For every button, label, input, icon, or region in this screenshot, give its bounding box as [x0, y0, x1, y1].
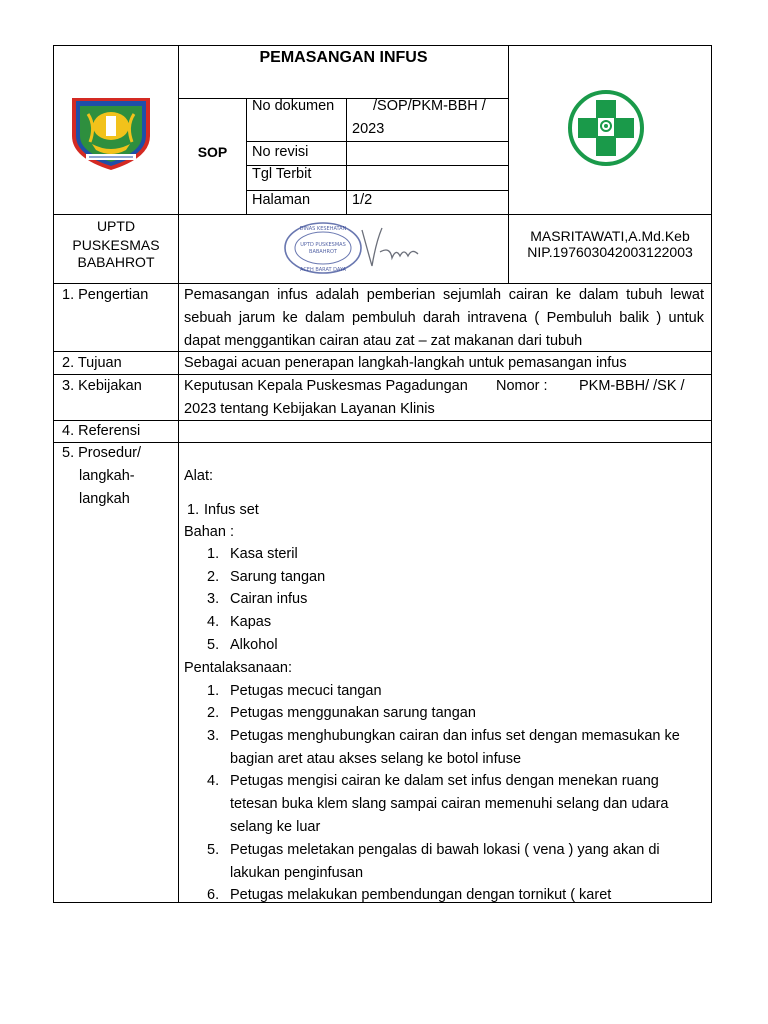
meta-value-halaman: 1/2	[352, 192, 373, 208]
meta-label-halaman: Halaman	[252, 192, 311, 208]
bahan-item-number: 1.	[207, 546, 220, 562]
org-line-1: UPTD	[96, 218, 136, 234]
regency-emblem-logo	[66, 92, 156, 172]
step-number: 4.	[207, 773, 220, 789]
step-number: 2.	[207, 705, 220, 721]
section-label-kebijakan: 3. Kebijakan	[62, 378, 142, 394]
stamp-text-mid2: BABAHROT	[309, 249, 337, 255]
step-text-line: Petugas melakukan pembendungan dengan tornikut ( karet	[230, 887, 612, 903]
section-label-referensi: 4. Referensi	[62, 423, 141, 439]
bahan-item-number: 4.	[207, 614, 220, 631]
section-label-prosedur-1: 5. Prosedur/	[62, 445, 141, 461]
bahan-item-number: 3.	[207, 591, 220, 608]
kebijakan-line-1b: Nomor :	[496, 378, 548, 394]
signatory-name: MASRITAWATI,A.Md.Keb	[530, 228, 690, 244]
step-number: 6.	[207, 887, 220, 903]
step-number: 3.	[207, 728, 220, 744]
step-text-line: Petugas meletakan pengalas di bawah lokasi ( vena ) yang akan di	[230, 842, 660, 858]
document-title: PEMASANGAN INFUS	[259, 49, 428, 66]
step-number: 5.	[207, 842, 220, 858]
meta-label-tgl-terbit: Tgl Terbit	[252, 166, 312, 182]
stamp-text-bottom: ACEH BARAT DAYA	[299, 267, 347, 273]
org-line-3: BABAHROT	[77, 254, 155, 270]
step-text-line: Petugas mecuci tangan	[230, 683, 382, 699]
step-text-line: Petugas mengisi cairan ke dalam set infus dengan menekan ruang	[230, 773, 659, 789]
alat-item-1-num: 1.	[187, 502, 200, 518]
bahan-item-text: Kasa steril	[230, 546, 298, 562]
meta-value-no-dokumen: /SOP/PKM-BBH /	[373, 98, 486, 114]
section-label-pengertian: 1. Pengertian	[62, 287, 149, 303]
pengertian-line-1: Pemasangan infus adalah pemberian sejumlah cairan ke dalam tubuh lewat	[184, 287, 704, 303]
step-text-line: bagian aret atau akses selang ke botol infuse	[230, 751, 522, 767]
pengertian-line-3: dapat menggantikan cairan atau zat – zat makanan dari tubuh	[184, 333, 583, 349]
section-label-prosedur-2: langkah-	[79, 468, 135, 484]
tujuan-text: Sebagai acuan penerapan langkah-langkah untuk pemasangan infus	[184, 355, 627, 371]
section-label-tujuan: 2. Tujuan	[62, 355, 122, 371]
stamp-text-top: DINAS KESEHATAN	[299, 226, 347, 232]
step-text-line: selang ke luar	[230, 819, 321, 835]
pengertian-line-2: sebuah jarum ke dalam pembuluh darah intravena ( Pembuluh balik ) untuk	[184, 310, 704, 326]
bahan-item-text: Cairan infus	[230, 591, 308, 608]
puskesmas-logo	[566, 88, 646, 168]
bahan-item-number: 5.	[207, 636, 220, 653]
bahan-item-text: Kapas	[230, 614, 272, 631]
bahan-item-text: Sarung tangan	[230, 568, 326, 585]
stamp-text-mid1: UPTD PUSKESMAS	[300, 242, 346, 248]
pelaksanaan-heading: Pentalaksanaan:	[184, 660, 293, 676]
official-stamp	[282, 220, 364, 276]
step-text-line: Petugas menghubungkan cairan dan infus set dengan memasukan ke	[230, 728, 680, 744]
step-text-line: lakukan penginfusan	[230, 865, 364, 881]
step-number: 1.	[207, 683, 220, 699]
meta-label-no-revisi: No revisi	[252, 144, 309, 160]
alat-item-1-text: Infus set	[204, 502, 259, 518]
bahan-item-text: Alkohol	[230, 636, 278, 653]
kebijakan-line-1a: Keputusan Kepala Puskesmas Pagadungan	[184, 378, 468, 394]
signature-mark	[356, 222, 426, 272]
section-label-prosedur-3: langkah	[79, 491, 130, 507]
bahan-heading: Bahan :	[184, 524, 234, 540]
alat-heading: Alat:	[184, 468, 214, 484]
sop-label: SOP	[197, 144, 228, 160]
kebijakan-line-2: 2023 tentang Kebijakan Layanan Klinis	[184, 401, 435, 417]
meta-label-no-dokumen: No dokumen	[252, 98, 335, 114]
signatory-nip: NIP.197603042003122003	[527, 244, 693, 260]
org-line-2: PUSKESMAS	[72, 237, 160, 253]
step-text-line: Petugas menggunakan sarung tangan	[230, 705, 476, 721]
meta-value-no-dokumen-year: 2023	[352, 121, 385, 137]
bahan-item-number: 2.	[207, 568, 220, 585]
step-text-line: tetesan buka klem slang sampai cairan memenuhi selang dan udara	[230, 796, 669, 812]
kebijakan-line-1c: PKM-BBH/ /SK /	[579, 378, 685, 394]
